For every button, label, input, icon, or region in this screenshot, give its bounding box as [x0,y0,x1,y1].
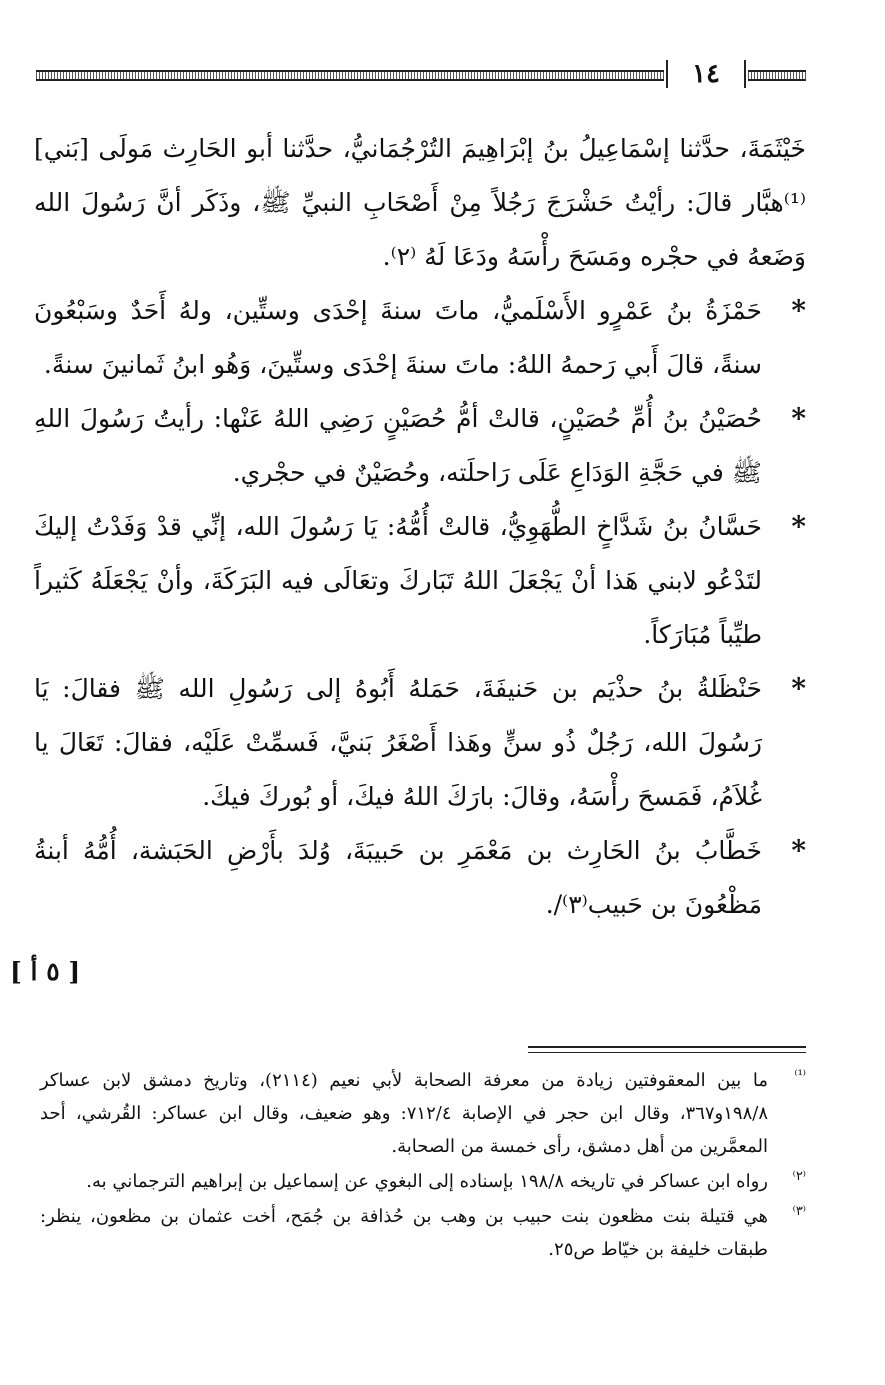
footnote-2 [40,1165,806,1198]
footnote-text: هي قتيلة بنت مظعون بنت حبيب بن وهب بن حُذافة بن جُمَح، أخت عثمان بن مظعون، ينظر: طبقات خليفة بن خيّاط ص٢٥. [40,1206,768,1260]
entry-husayn [34,392,806,500]
header-divider [744,60,746,88]
footnote-text: ما بين المعقوفتين زيادة من معرفة الصحابة لأبي نعيم (٢١١٤)، وتاريخ دمشق لابن عساكر ١٩٨/٨و٣٦٧، وقال ابن حجر في الإصابة ٧١٢/٤: وهو ضعيف، وقال ابن عساكر: القُرشي، أحد المعمَّرين من أهل دمشق، رأى خمسة من الصحابة. [40,1070,769,1157]
header-rule-right [748,70,806,81]
entry-text: حَسَّانُ بنُ شَدَّاخٍ الطُّهَوِيُّ، قالتْ أُمُّهُ: يَا رَسُولَ الله، إنِّي قدْ وَفَدْتُ إليكَ لتَدْعُو لابني هَذا أنْ يَجْعَلَ اللهُ تَبَاركَ وتعَالَى فيه البَرَكَةَ، وأنْ يَجْعَلَهُ كَثيراً طيِّباً مُبَارَكاً. [34,512,762,649]
entry-text: حُصَيْنُ بنُ أُمِّ حُصَيْنٍ، قالتْ أمُّ حُصَيْنٍ رَضِي اللهُ عَنْها: رأيتُ رَسُولَ اللهِ ﷺ في حَجَّةِ الوَدَاعِ عَلَى رَاحلَته، وحُصَيْنٌ في حجْري. [34,404,762,487]
entry-hassan [34,500,806,662]
footnote-3 [40,1200,806,1266]
entry-marker: * [791,834,806,867]
entry-marker: * [791,402,806,435]
footnote-marker: ⁽¹⁾ [794,1068,806,1083]
footnotes [40,1064,806,1268]
entry-hanzala [34,662,806,824]
header-rule-left [36,70,664,81]
intro-paragraph: خَيْثَمَةَ، حدَّثنا إسْمَاعِيلُ بنُ إبْرَاهِيمَ التُرْجُمَانيُّ، حدَّثنا أبو الحَارِث مَولَى [بَني] ⁽¹⁾هبَّار قالَ: رأيْتُ حَشْرَجَ رَجُلاً مِنْ أَصْحَابِ النبيِّ ﷺ، وذَكَر أنَّ رَسُولَ الله وَضَعهُ في حجْره ومَسَحَ رأْسَهُ ودَعَا لَهُ ⁽٢⁾. [34,134,806,271]
entry-marker: * [791,672,806,705]
entry-marker: * [791,294,806,327]
entry-text: حَنْظَلةُ بنُ حذْيَم بن حَنيفَةَ، حَمَلهُ أَبُوهُ إلى رَسُولِ الله ﷺ فقالَ: يَا رَسُولَ الله، رَجُلٌ ذُو سنٍّ وهَذا أَصْغَرُ بَنيَّ، فَسمِّتْ عَلَيْه، فقالَ: تَعَالَ يا غُلاَمُ، فَمَسحَ رأْسَهُ، وقالَ: بارَكَ اللهُ فيكَ، أو بُوركَ فيكَ. [34,674,762,811]
page-header [36,58,806,92]
entry-text: خَطَّابُ بنُ الحَارِث بن مَعْمَرِ بن حَبيبَةَ، وُلدَ بأَرْضِ الحَبَشة، أُمُّهُ أبنةُ مَظْعُونَ بن حَبيب⁽٣⁾/. [34,836,762,919]
footnote-text: رواه ابن عساكر في تاريخه ١٩٨/٨ بإسناده إلى البغوي عن إسماعيل بن إبراهيم الترجماني به. [86,1171,768,1192]
entry-text: حَمْزَةُ بنُ عَمْرٍو الأَسْلَميُّ، ماتَ سنةَ إحْدَى وستِّين، ولهُ أَحَدٌ وسَبْعُونَ سنةً، قالَ أَبي رَحمهُ اللهُ: ماتَ سنةَ إحْدَى وستِّينَ، وَهُو ابنُ ثَمانينَ سنةً. [34,296,762,379]
entry-khattab [34,824,806,932]
header-divider [666,60,668,88]
entry-marker: * [791,510,806,543]
page-number: ١٤ [692,59,720,89]
manuscript-folio-note: [ ٥ أ ] [10,957,81,986]
footnote-marker: ⁽٢⁾ [792,1169,806,1184]
footnote-separator [528,1046,806,1053]
footnote-marker: ⁽٣⁾ [792,1204,806,1219]
footnote-1 [40,1064,806,1163]
main-text [34,122,806,932]
entry-hamza [34,284,806,392]
